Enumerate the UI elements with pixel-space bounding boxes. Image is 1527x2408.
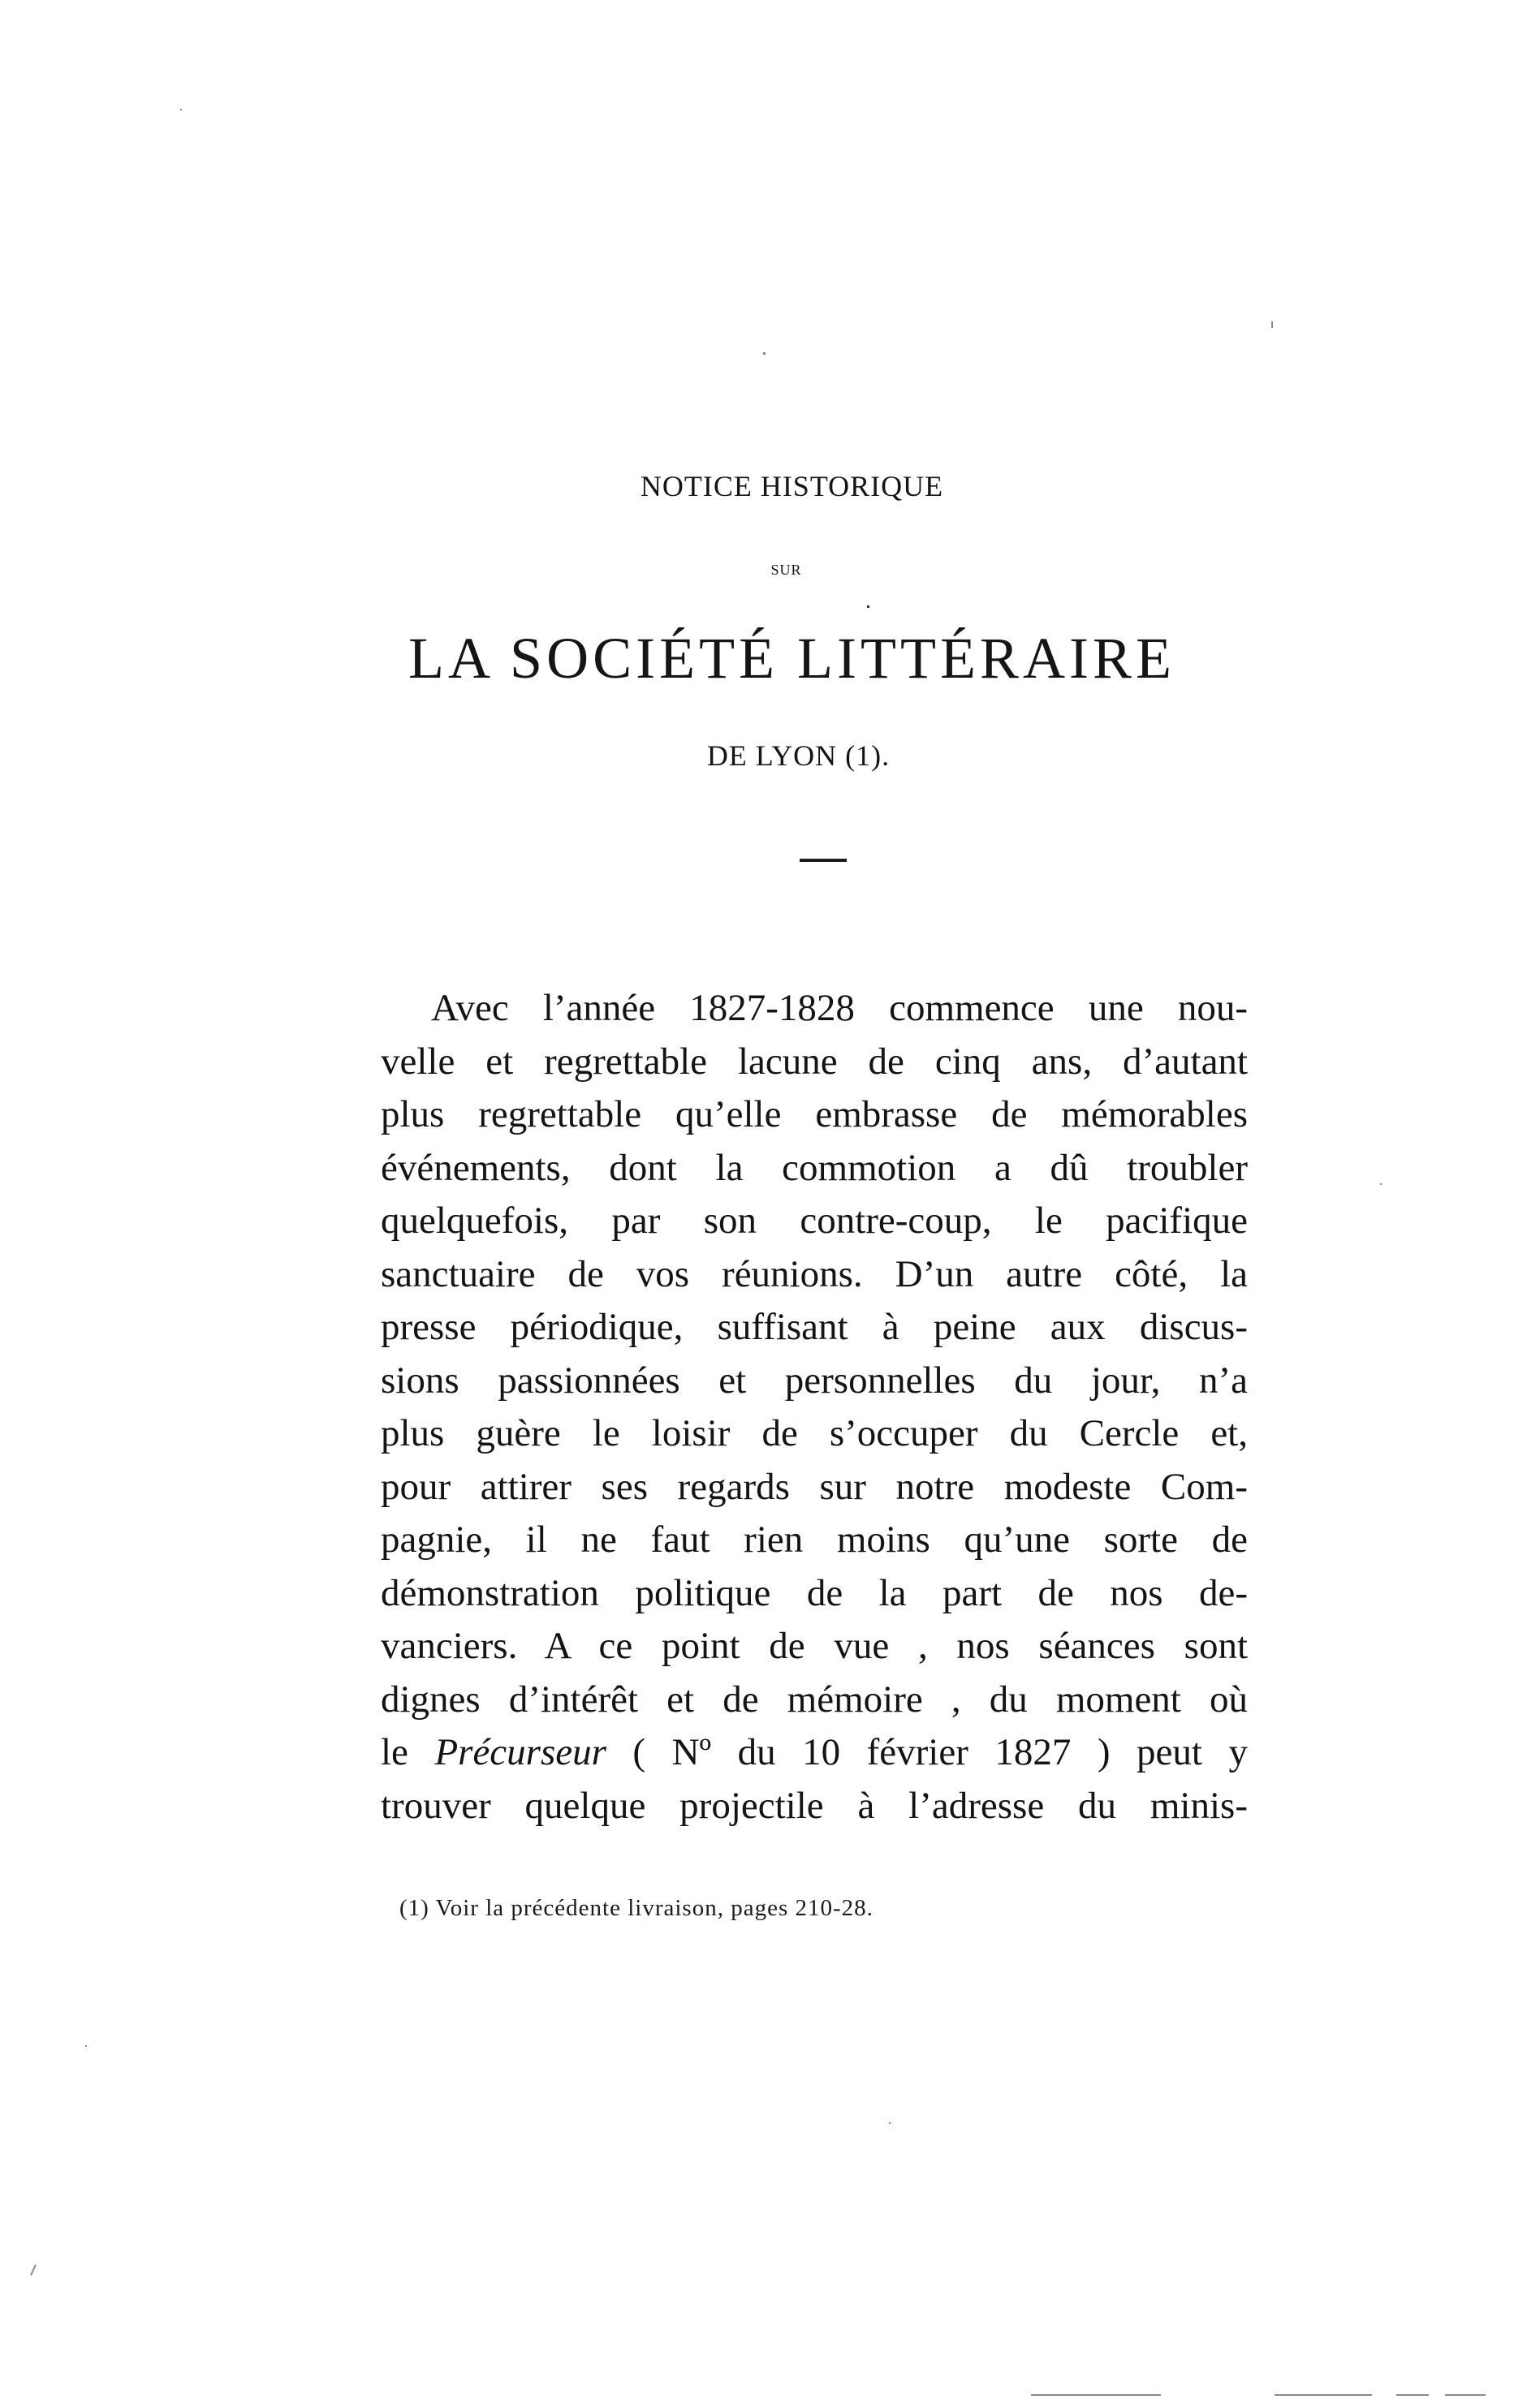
body-line: sions passionnées et personnelles du jour, n’a — [381, 1359, 1248, 1402]
scan-speck — [763, 352, 766, 355]
scan-speck — [867, 605, 869, 608]
body-line: sanctuaire de vos réunions. D’un autre côté, la — [381, 1252, 1248, 1295]
scan-speck — [30, 2264, 37, 2276]
main-title: LA SOCIÉTÉ LITTÉRAIRE — [408, 626, 1175, 691]
scan-edge — [1031, 2394, 1161, 2396]
body-line-with-title — [381, 1726, 1248, 1780]
scan-edge — [1275, 2394, 1372, 2396]
body-line: plus regrettable qu’elle embrasse de mémorables — [381, 1093, 1248, 1135]
line-suffix: ( Nº du 10 février 1827 ) peut y — [606, 1731, 1248, 1773]
body-line: plus guère le loisir de s’occuper du Cercle et, — [381, 1412, 1248, 1454]
body-line: démonstration politique de la part de nos de- — [381, 1571, 1248, 1614]
body-line: pour attirer ses regards sur notre modeste Com- — [381, 1465, 1248, 1508]
title-subtitle: DE LYON (1). — [706, 739, 891, 772]
body-line: presse périodique, suffisant à peine aux discus- — [381, 1306, 1248, 1348]
body-line: pagnie, il ne faut rien moins qu’une sorte de — [381, 1518, 1248, 1561]
title-divider — [800, 859, 847, 862]
body-line: trouver quelque projectile à l’adresse du minis- — [381, 1784, 1248, 1827]
notice-kicker: NOTICE HISTORIQUE — [640, 470, 944, 502]
scan-speck — [889, 2122, 891, 2124]
line-prefix: le — [381, 1731, 435, 1773]
body-line: vanciers. A ce point de vue , nos séances sont — [381, 1625, 1248, 1667]
body-paragraph — [381, 982, 1248, 1833]
footnote: (1) Voir la précédente livraison, pages 210-28. — [399, 1895, 873, 1921]
scan-speck — [85, 2045, 87, 2047]
title-connector: SUR — [770, 562, 802, 578]
scan-edge — [1396, 2394, 1429, 2396]
scan-speck — [1271, 321, 1273, 328]
scan-speck — [180, 109, 182, 110]
body-line: Avec l’année 1827-1828 commence une nou- — [431, 987, 1248, 1029]
scan-speck — [1380, 1183, 1382, 1185]
body-line: événements, dont la commotion a dû troubler — [381, 1146, 1248, 1189]
periodical-title: Précurseur — [434, 1731, 606, 1773]
body-line: dignes d’intérêt et de mémoire , du moment où — [381, 1678, 1248, 1721]
body-line: velle et regrettable lacune de cinq ans, d’autant — [381, 1040, 1248, 1083]
body-line: quelquefois, par son contre-coup, le pacifique — [381, 1200, 1248, 1242]
scan-edge — [1445, 2394, 1486, 2396]
